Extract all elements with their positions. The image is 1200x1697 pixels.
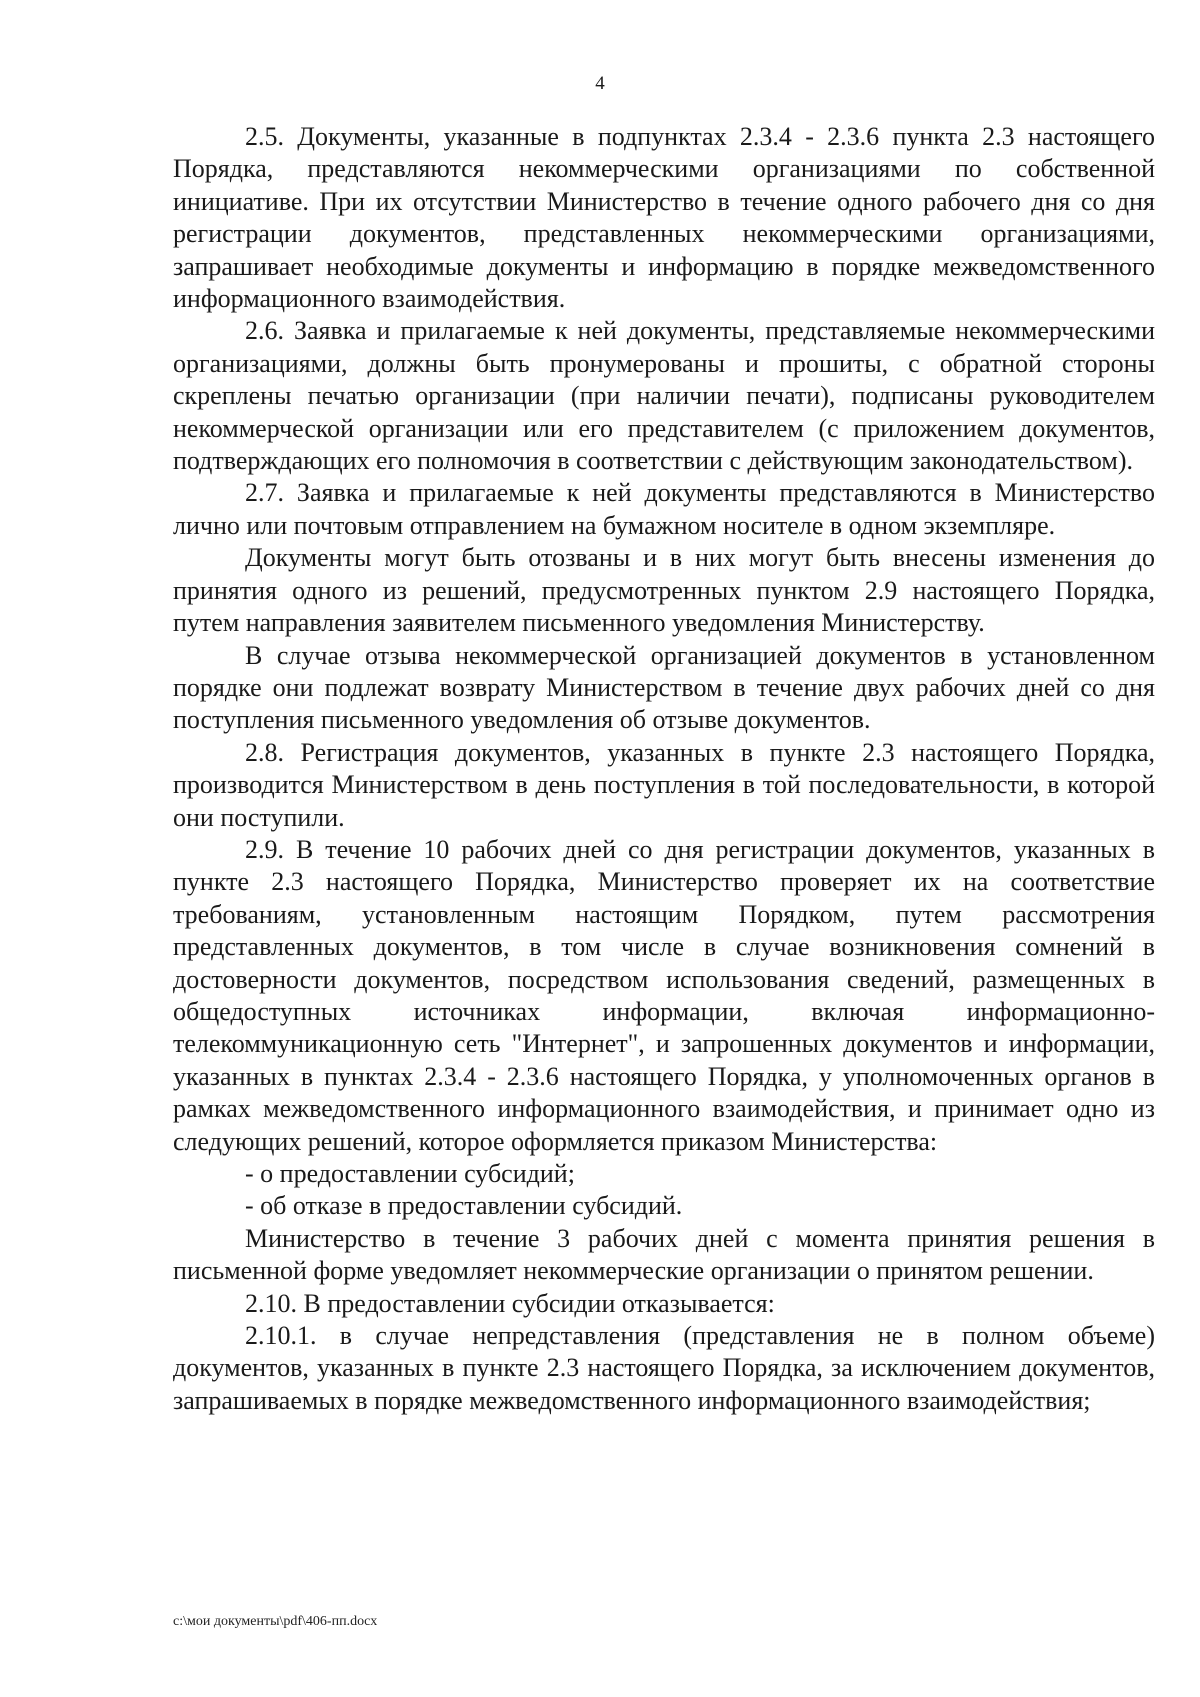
paragraph-withdrawal-return: В случае отзыва некоммерческой организацией документов в установленном порядке они подлежат возврату Министерством в течение двух рабочих дней со дня поступления письменного уведомления об отзыве документов. (173, 640, 1155, 735)
page-number: 4 (595, 73, 605, 94)
paragraph-2-9: 2.9. В течение 10 рабочих дней со дня регистрации документов, указанных в пункте 2.3 настоящего Порядка, Министерство проверяет их на соответствие требованиям, установленным настоящим Порядком, путем рассмотрения представленных документов, в том числе в случае возникновения сомнений в достоверности документов, посредством использования сведений, размещенных в общедоступных источниках информации, включая информационно-телекоммуникационную сеть "Интернет", и запрошенных документов и информации, указанных в пунктах 2.3.4 - 2.3.6 настоящего Порядка, у уполномоченных органов в рамках межведомственного информационного взаимодействия, и принимает одно из следующих решений, которое оформляется приказом Министерства: (173, 834, 1155, 1156)
paragraph-2-7: 2.7. Заявка и прилагаемые к ней документы представляются в Министерство лично или почтовым отправлением на бумажном носителе в одном экземпляре. (173, 478, 1155, 540)
paragraph-notification: Министерство в течение 3 рабочих дней с момента принятия решения в письменной форме уведомляет некоммерческие организации о принятом решении. (173, 1223, 1155, 1286)
paragraph-2-6: 2.6. Заявка и прилагаемые к ней документы, представляемые некоммерческими организациями, должны быть пронумерованы и прошиты, с обратной стороны скреплены печатью организации (при наличии печати), подписаны руководителем некоммерческой организации или его представителем (с приложением документов, подтверждающих его полномочия в соответствии с действующим законодательством). (173, 316, 1155, 476)
list-item-grant: - о предоставлении субсидий; (245, 1159, 575, 1188)
paragraph-2-5: 2.5. Документы, указанные в подпунктах 2.3.4 - 2.3.6 пункта 2.3 настоящего Порядка, представляются некоммерческими организациями по собственной инициативе. При их отсутствии Министерство в течение одного рабочего дня со дня регистрации документов, представленных некоммерческими организациями, запрашивает необходимые документы и информацию в порядке межведомственного информационного взаимодействия. (173, 122, 1155, 314)
footer-file-path: c:\мои документы\pdf\406-пп.docx (173, 1614, 378, 1629)
paragraph-2-10-1: 2.10.1. в случае непредставления (представления не в полном объеме) документов, указанных в пункте 2.3 настоящего Порядка, за исключением документов, запрашиваемых в порядке межведомственного информационного взаимодействия; (173, 1321, 1155, 1415)
paragraph-withdrawal-changes: Документы могут быть отозваны и в них могут быть внесены изменения до принятия одного из решений, предусмотренных пунктом 2.9 настоящего Порядка, путем направления заявителем письменного уведомления Министерству. (173, 543, 1155, 638)
list-item-refusal: - об отказе в предоставлении субсидий. (245, 1191, 683, 1221)
document-body (173, 121, 1155, 1417)
paragraph-2-8: 2.8. Регистрация документов, указанных в пункте 2.3 настоящего Порядка, производится Министерством в день поступления в той последовательности, в которой они поступили. (173, 737, 1155, 832)
paragraph-2-10: 2.10. В предоставлении субсидии отказывается: (245, 1288, 775, 1318)
